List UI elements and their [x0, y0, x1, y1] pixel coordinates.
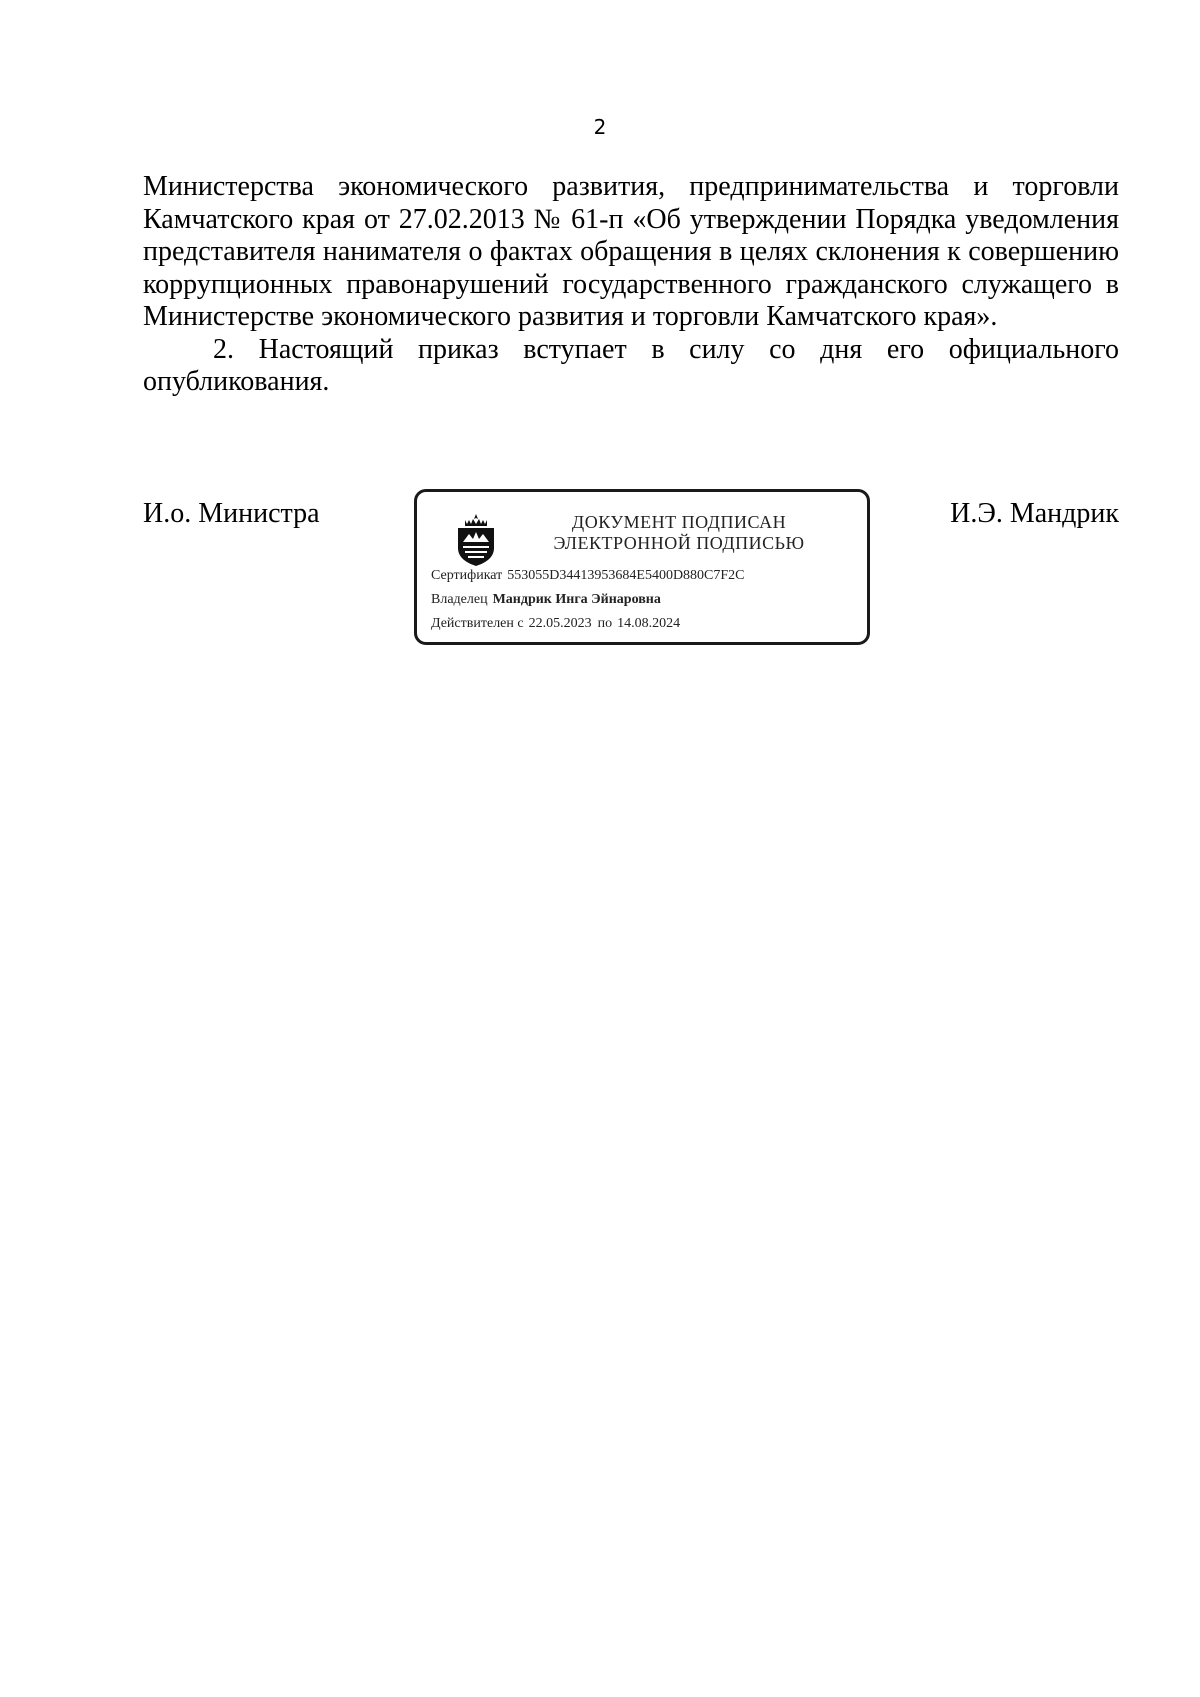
body-line: Министерства экономического развития, предпринимательства и торговли — [143, 171, 1119, 202]
page-number: 2 — [593, 115, 607, 139]
body-line: опубликования. — [143, 366, 330, 397]
signatory-name: И.Э. Мандрик — [950, 498, 1119, 529]
owner-value: Мандрик Инга Эйнаровна — [492, 592, 661, 607]
stamp-owner — [431, 591, 661, 609]
stamp-title — [529, 512, 829, 554]
body-line: коррупционных правонарушений государственного гражданского служащего в — [143, 268, 1119, 300]
certificate-value: 553055D34413953684E5400D880C7F2C — [507, 568, 745, 583]
stamp-validity — [431, 615, 680, 633]
stamp-title-line: ДОКУМЕНТ ПОДПИСАН — [571, 512, 787, 532]
body-line: Камчатского края от 27.02.2013 № 61-п «Об утверждении Порядка уведомления — [143, 203, 1119, 235]
body-line-paragraph-2: 2. Настоящий приказ вступает в силу со дня его официального — [213, 333, 1119, 365]
owner-label: Владелец — [431, 592, 488, 607]
kamchatka-coat-of-arms-icon — [455, 514, 497, 566]
stamp-title-line: ЭЛЕКТРОННОЙ ПОДПИСЬЮ — [553, 533, 805, 553]
stamp-certificate — [431, 567, 745, 585]
valid-from: 22.05.2023 — [528, 616, 592, 631]
electronic-signature-stamp — [414, 489, 870, 645]
valid-label: Действителен с — [431, 616, 524, 631]
body-line: Министерстве экономического развития и торговли Камчатского края». — [143, 301, 998, 332]
valid-to-label: по — [597, 616, 613, 631]
valid-to: 14.08.2024 — [617, 616, 681, 631]
body-text — [143, 171, 1119, 399]
certificate-label: Сертификат — [431, 568, 503, 583]
signatory-role: И.о. Министра — [143, 498, 320, 529]
body-line: представителя нанимателя о фактах обращения в целях склонения к совершению — [143, 236, 1119, 267]
